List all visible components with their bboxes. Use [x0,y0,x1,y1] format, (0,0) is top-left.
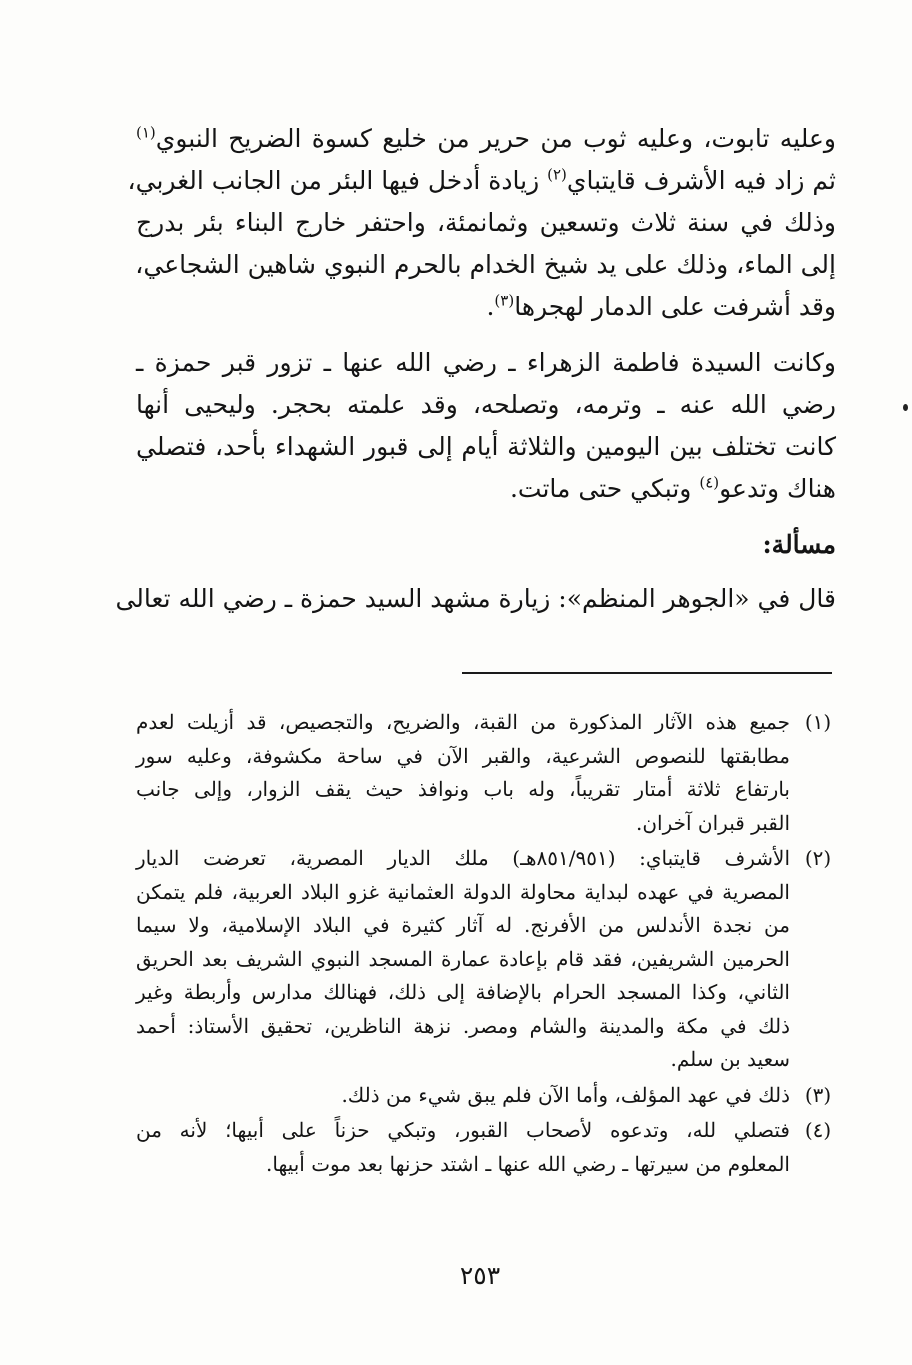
text-line: وكانت السيدة فاطمة الزهراء ـ رضي الله عنها ـ تزور قبر حمزة ـ [136,348,836,377]
footnote-ref[interactable]: (٣) [494,291,515,310]
text-line: ثم زاد فيه الأشرف قايتباي$^{(٢)}$ زيادة أدخل فيها البئر من الجانب الغربي، [127,165,836,195]
footnote-line: المعلوم من سيرتها ـ رضي الله عنها ـ اشتد حزنها بعد موت أبيها. [266,1151,790,1176]
footnote-line: جميع هذه الآثار المذكورة من القبة، والضريح، والتجصيص، قد أزيلت لعدم [136,710,790,734]
text-line: وعليه تابوت، وعليه ثوب من حرير من خليع كسوة الضريح النبوي$^{(١)}$ [136,123,836,153]
footnote-3 [136,1079,842,1113]
text-line: وذلك في سنة ثلاث وتسعين وثمانمئة، واحتفر خارج البناء بئر بدرج [136,208,836,237]
footnote-line: ذلك في مكة والمدينة والشام ومصر. نزهة الناظرين، تحقيق الأستاذ: أحمد [136,1013,790,1038]
footnote-1 [136,706,842,840]
footnote-line: الحرمين الشريفين، فقد قام بإعادة عمارة المسجد النبوي الشريف بعد الحريق [136,946,790,971]
footnote-ref[interactable]: (١) [136,123,156,142]
footnote-line: ذلك في عهد المؤلف، وأما الآن فلم يبق شيء من ذلك. [341,1082,790,1107]
footnote-2 [136,842,842,1077]
text-line: وقد أشرفت على الدمار لهجرها$^{(٣)}$. [486,291,836,321]
footnote-line: سعيد بن سلم. [670,1047,790,1071]
text-line: قال في «الجوهر المنظم»: زيارة مشهد السيد حمزة ـ رضي الله تعالى [115,584,836,613]
main-text [115,118,836,620]
scan-speck [903,404,908,411]
footnote-line: القبر قبران آخران. [636,810,790,835]
footnote-line: فتصلي لله، وتدعوه لأصحاب القبور، وتبكي حزناً على أبيها؛ لأنه من [136,1118,790,1142]
text-line: رضي الله عنه ـ وترمه، وتصلحه، وقد علمته بحجر. وليحيى أنها [136,390,836,419]
footnote-divider [462,672,832,674]
footnote-4 [136,1114,842,1181]
footnote-line: بارتفاع ثلاثة أمتار تقريباً، وله باب ونوافذ حيث يقف الزوار، وإلى جانب [136,777,790,801]
footnote-line: الأشرف قايتباي: (٨٥١/٩٥١هـ) ملك الديار المصرية، تعرضت الديار [136,846,790,870]
text-line: كانت تختلف بين اليومين والثلاثة أيام إلى قبور الشهداء بأحد، فتصلي [136,432,836,461]
footnote-number: (٢) [804,846,832,870]
footnotes [136,706,842,1183]
footnote-line: من نجدة الأندلس من الأفرنج. له آثار كثيرة في البلاد الإسلامية، ولا سيما [136,913,790,937]
footnote-line: مطابقتها للنصوص الشرعية، والقبر الآن في ساحة مكشوفة، وعليه سور [136,743,790,768]
footnote-number: (٤) [804,1118,832,1142]
text-line: هناك وتدعو$^{(٤)}$ وتبكي حتى ماتت. [509,473,836,503]
section-heading: مسألة: [762,530,836,559]
footnote-ref[interactable]: (٤) [699,473,720,492]
footnote-number: (٣) [804,1082,832,1107]
text-line: إلى الماء، وذلك على يد شيخ الخدام بالحرم النبوي شاهين الشجاعي، [135,250,836,279]
footnote-line: الثاني، وكذا المسجد الحرام بالإضافة إلى ذلك، فهنالك مدارس وأربطة وغير [136,980,790,1004]
footnote-line: المصرية في عهده لبداية محاولة الدولة العثمانية غزو البلاد العربية، فلم يتمكن [136,879,790,904]
footnote-ref[interactable]: (٢) [547,165,567,184]
page-number: ٢٥٣ [459,1261,501,1290]
footnote-number: (١) [804,710,832,734]
